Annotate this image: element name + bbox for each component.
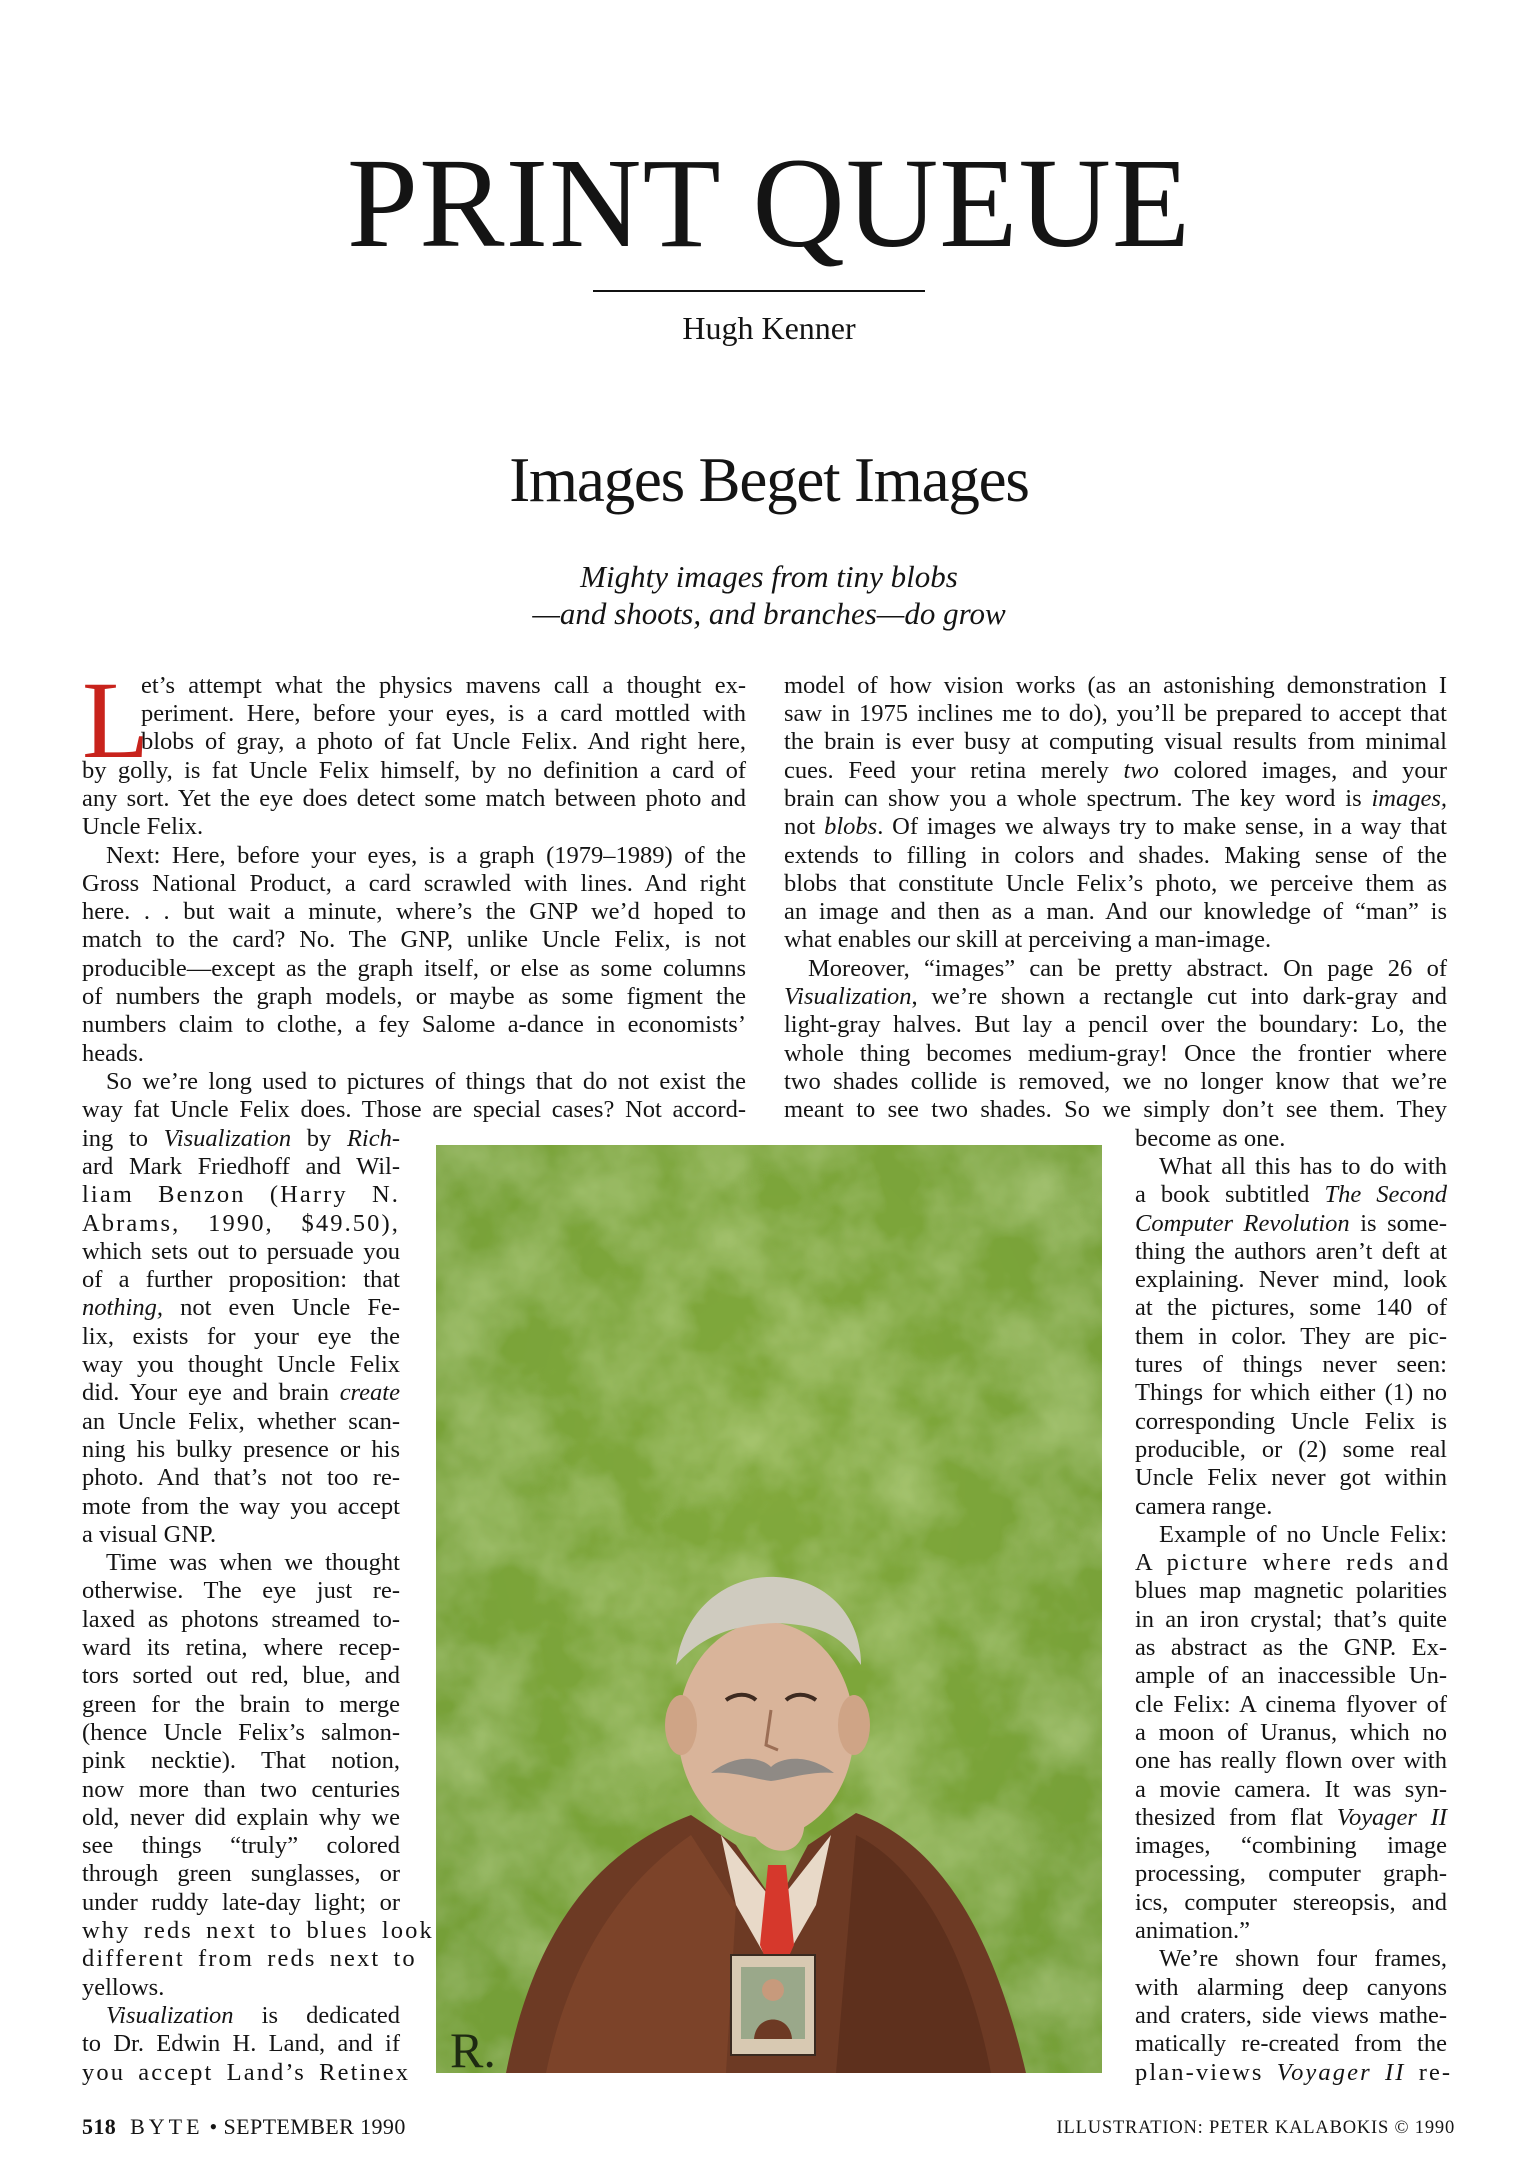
column-title: PRINT QUEUE <box>346 132 1192 274</box>
body-line: through green sunglasses, or <box>82 1860 400 1887</box>
body-line: yellows. <box>82 1974 165 2001</box>
body-line: a moon of Uranus, which no <box>1135 1719 1447 1746</box>
body-line: to Dr. Edwin H. Land, and if <box>82 2030 400 2057</box>
body-line: different from reds next to <box>82 1945 417 1972</box>
body-line: otherwise. The eye just re- <box>82 1577 400 1604</box>
body-line: as abstract as the GNP. Ex- <box>1135 1634 1447 1661</box>
body-line: blobs of gray, a photo of fat Uncle Felix. And right here, <box>141 728 746 755</box>
body-line: ning his bulky presence or his <box>82 1436 400 1463</box>
body-line: Abrams, 1990, $49.50), <box>82 1210 400 1237</box>
body-line: a movie camera. It was syn- <box>1135 1776 1447 1803</box>
body-line: ward its retina, where recep- <box>82 1634 400 1661</box>
author-byline: Hugh Kenner <box>682 310 856 346</box>
body-line: Next: Here, before your eyes, is a graph (1979–1989) of the <box>106 842 746 869</box>
body-line: pink necktie). That notion, <box>82 1747 400 1774</box>
body-line: nothing, not even Uncle Fe- <box>82 1294 401 1321</box>
body-line: thing the authors aren’t deft at <box>1135 1238 1447 1265</box>
body-line: producible—except as the graph itself, or else as some columns <box>82 955 746 982</box>
body-line: We’re shown four frames, <box>1159 1945 1447 1972</box>
body-line: one has really flown over with <box>1135 1747 1447 1774</box>
body-line: cues. Feed your retina merely two colored images, and your <box>784 757 1447 784</box>
deck-line: Mighty images from tiny blobs <box>580 559 958 594</box>
body-line: liam Benzon (Harry N. <box>82 1181 400 1208</box>
body-line: laxed as photons streamed to- <box>82 1606 400 1633</box>
body-line: thesized from flat Voyager II <box>1135 1804 1447 1831</box>
issue-date: SEPTEMBER 1990 <box>223 2114 406 2139</box>
body-line: tors sorted out red, blue, and <box>82 1662 400 1689</box>
body-line: see things “truly” colored <box>82 1832 400 1859</box>
body-line: mote from the way you accept <box>82 1493 400 1520</box>
body-line: A picture where reds and <box>1135 1549 1451 1576</box>
body-line: why reds next to blues look <box>82 1917 434 1944</box>
body-line: photo. And that’s not too re- <box>82 1464 400 1491</box>
body-line: Computer Revolution is some- <box>1135 1210 1447 1237</box>
body-line: periment. Here, before your eyes, is a card mottled with <box>141 700 746 727</box>
body-line: in an iron crystal; that’s quite <box>1135 1606 1447 1633</box>
body-line: an image and then as a man. And our knowledge of “man” is <box>784 898 1447 925</box>
drop-cap: L <box>82 659 150 781</box>
deck-line: —and shoots, and branches—do grow <box>532 596 1006 631</box>
body-line: camera range. <box>1135 1493 1273 1520</box>
article-deck <box>0 558 1538 632</box>
body-line: (hence Uncle Felix’s salmon- <box>82 1719 400 1746</box>
body-line: saw in 1975 inclines me to do), you’ll be prepared to accept that <box>784 700 1447 727</box>
illustration-credit: ILLUSTRATION: PETER KALABOKIS © 1990 <box>1056 2118 1455 2138</box>
body-line: What all this has to do with <box>1159 1153 1447 1180</box>
body-line: at the pictures, some 140 of <box>1135 1294 1447 1321</box>
body-line: Visualization is dedicated <box>106 2002 400 2029</box>
body-line: heads. <box>82 1040 144 1067</box>
body-line: light-gray halves. But lay a pencil over the boundary: Lo, the <box>784 1011 1447 1038</box>
body-line: under ruddy late-day light; or <box>82 1889 400 1916</box>
body-line: the brain is ever busy at computing visual results from minimal <box>784 728 1447 755</box>
body-line: with alarming deep canyons <box>1135 1974 1447 2001</box>
body-line: plan-views Voyager II re- <box>1135 2059 1453 2086</box>
footer-separator: • <box>209 2114 218 2139</box>
footer-folio <box>82 2114 406 2140</box>
body-line: of numbers the graph models, or maybe as some figment the <box>82 983 746 1010</box>
body-line: brain can show you a whole spectrum. The key word is images, <box>784 785 1447 812</box>
body-line: blues map magnetic polarities <box>1135 1577 1447 1604</box>
body-line: corresponding Uncle Felix is <box>1135 1408 1447 1435</box>
body-line: ample of an inaccessible Un- <box>1135 1662 1447 1689</box>
body-line: any sort. Yet the eye does detect some match between photo and <box>82 785 746 812</box>
article-title: Images Beget Images <box>509 445 1029 515</box>
body-line: them in color. They are pic- <box>1135 1323 1447 1350</box>
body-line: extends to filling in colors and shades. Making sense of the <box>784 842 1447 869</box>
body-line: a book subtitled The Second <box>1135 1181 1447 1208</box>
body-line: old, never did explain why we <box>82 1804 400 1831</box>
body-line: Visualization, we’re shown a rectangle cut into dark-gray and <box>784 983 1447 1010</box>
body-line: match to the card? No. The GNP, unlike Uncle Felix, is not <box>82 926 746 953</box>
illustration-head <box>678 1622 854 1838</box>
body-line: Uncle Felix. <box>82 813 204 840</box>
body-line: Gross National Product, a card scrawled with lines. And right <box>82 870 746 897</box>
body-line: and craters, side views mathe- <box>1135 2002 1447 2029</box>
body-line: lix, exists for your eye the <box>82 1323 400 1350</box>
body-line: here. . . but wait a minute, where’s the GNP we’d hoped to <box>82 898 746 925</box>
body-line: way you thought Uncle Felix <box>82 1351 400 1378</box>
illustration <box>436 1145 1102 2073</box>
body-line: ard Mark Friedhoff and Wil- <box>82 1153 400 1180</box>
body-line: way fat Uncle Felix does. Those are special cases? Not accord- <box>82 1096 746 1123</box>
body-line: green for the brain to merge <box>82 1691 400 1718</box>
body-line: explaining. Never mind, look <box>1135 1266 1447 1293</box>
body-line: Example of no Uncle Felix: <box>1159 1521 1447 1548</box>
body-line: not blobs. Of images we always try to make sense, in a way that <box>784 813 1447 840</box>
body-line: did. Your eye and brain create <box>82 1379 400 1406</box>
body-line: you accept Land’s Retinex <box>82 2059 411 2086</box>
body-line: et’s attempt what the physics mavens call a thought ex- <box>141 672 746 699</box>
body-line: which sets out to persuade you <box>82 1238 400 1265</box>
body-line: animation.” <box>1135 1917 1250 1944</box>
body-line: meant to see two shades. So we simply don’t see them. They <box>784 1096 1447 1123</box>
body-line: matically re-created from the <box>1135 2030 1447 2057</box>
body-line: So we’re long used to pictures of things that do not exist the <box>106 1068 746 1095</box>
body-line: of a further proposition: that <box>82 1266 400 1293</box>
body-line: a visual GNP. <box>82 1521 217 1548</box>
body-line: Moreover, “images” can be pretty abstract. On page 26 of <box>808 955 1447 982</box>
body-line: ing to Visualization by Rich- <box>82 1125 400 1152</box>
body-line: cle Felix: A cinema flyover of <box>1135 1691 1447 1718</box>
title-rule <box>593 290 925 292</box>
illustration-signature: R. <box>450 2022 496 2073</box>
publication-name: BYTE <box>130 2114 204 2139</box>
body-line: images, “combining image <box>1135 1832 1447 1859</box>
body-line: blobs that constitute Uncle Felix’s photo, we perceive them as <box>784 870 1447 897</box>
body-line: an Uncle Felix, whether scan- <box>82 1408 400 1435</box>
body-line: numbers claim to clothe, a fey Salome a-dance in economists’ <box>82 1011 746 1038</box>
body-line: what enables our skill at perceiving a man-image. <box>784 926 1272 953</box>
body-line: now more than two centuries <box>82 1776 400 1803</box>
body-line: Things for which either (1) no <box>1135 1379 1447 1406</box>
body-line: ics, computer stereopsis, and <box>1135 1889 1447 1916</box>
body-line: producible, or (2) some real <box>1135 1436 1447 1463</box>
body-line: processing, computer graph- <box>1135 1860 1447 1887</box>
body-line: become as one. <box>1135 1125 1286 1152</box>
page-number: 518 <box>82 2114 117 2139</box>
body-line: whole thing becomes medium-gray! Once the frontier where <box>784 1040 1447 1067</box>
body-line: Time was when we thought <box>106 1549 400 1576</box>
body-line: two shades collide is removed, we no longer know that we’re <box>784 1068 1447 1095</box>
body-line: Uncle Felix never got within <box>1135 1464 1447 1491</box>
body-line: by golly, is fat Uncle Felix himself, by no definition a card of <box>82 757 746 784</box>
body-line: tures of things never seen: <box>1135 1351 1447 1378</box>
body-line: model of how vision works (as an astonishing demonstration I <box>784 672 1447 699</box>
